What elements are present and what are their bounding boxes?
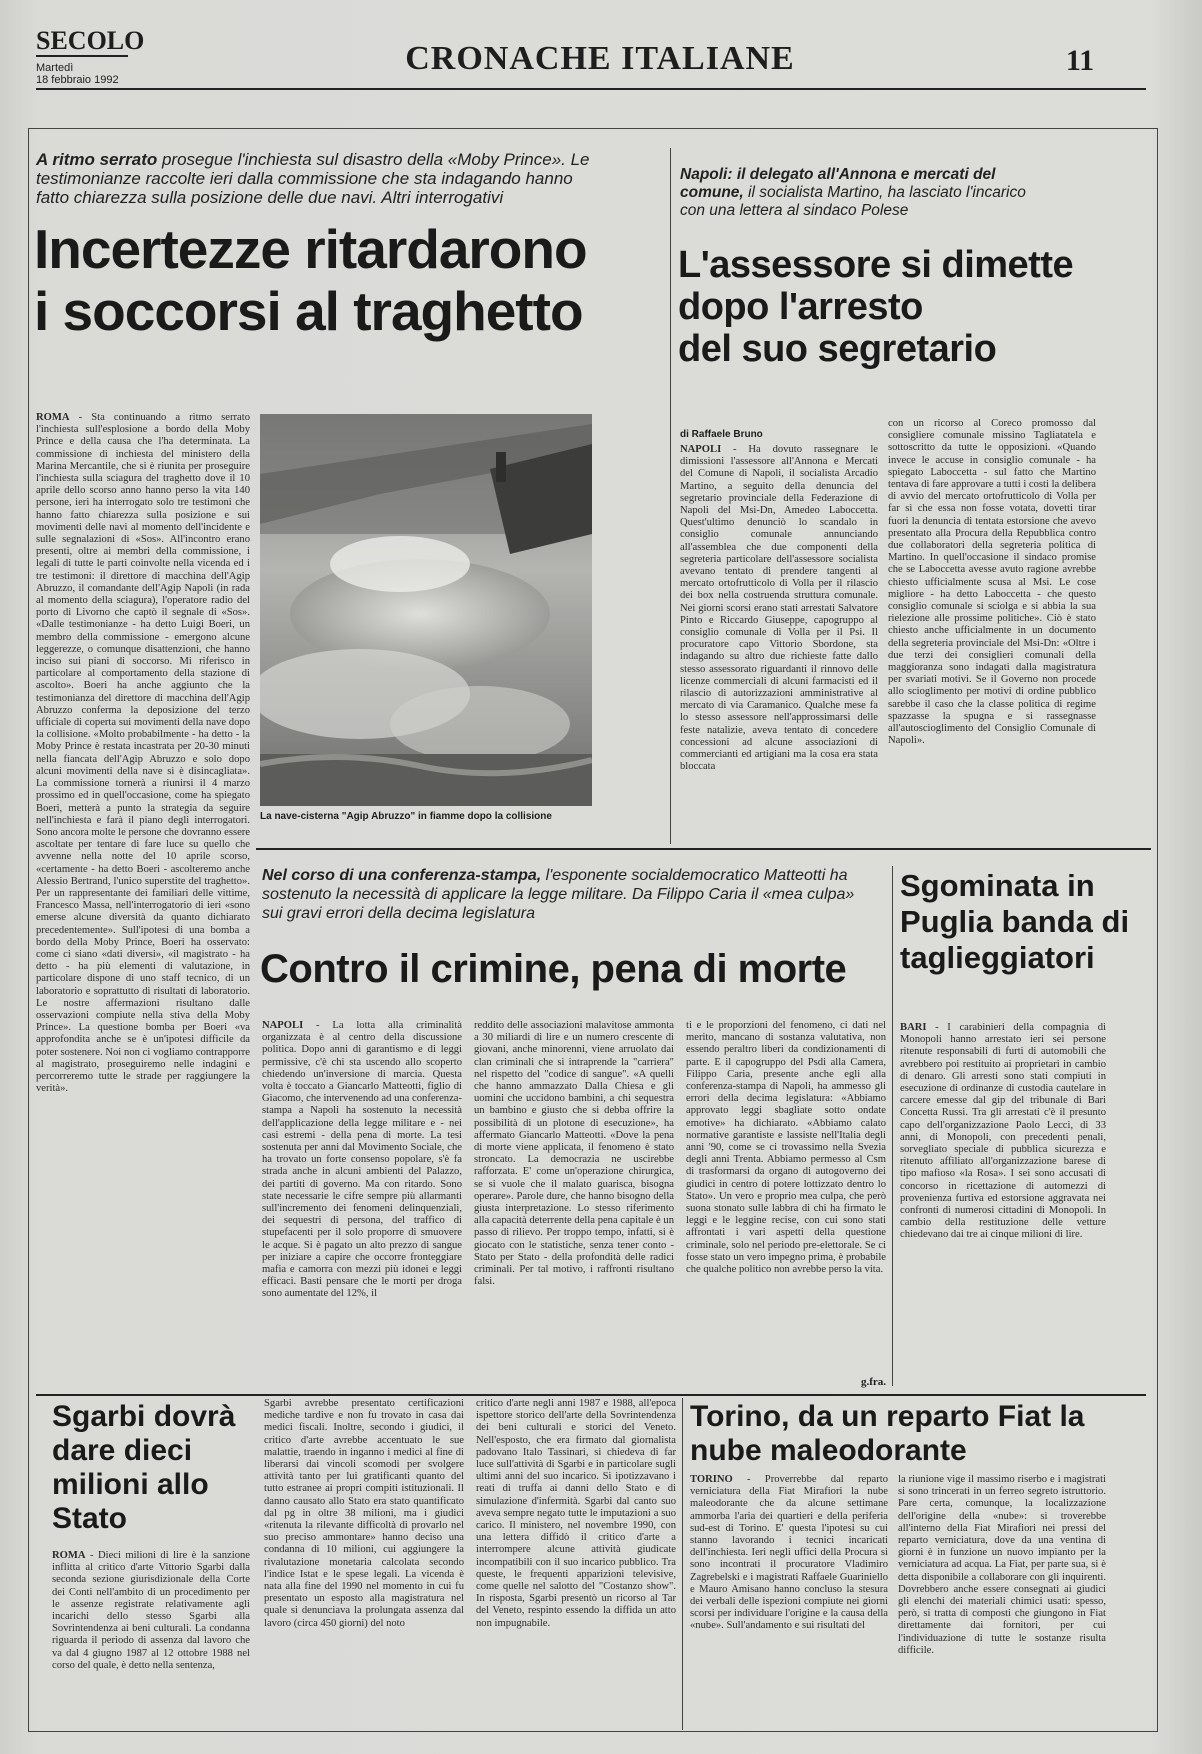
moby-kicker: [36, 150, 596, 207]
pena-dateline: NAPOLI: [262, 1020, 304, 1031]
napoli-headline-line-3: del suo segretario: [678, 328, 997, 370]
photo-caption: La nave-cisterna "Agip Abruzzo" in fiamme dopo la collisione: [260, 811, 552, 822]
sgarbi-dateline: ROMA: [52, 1550, 86, 1561]
tanker-fire-image: [260, 414, 592, 806]
napoli-byline: di Raffaele Bruno: [680, 429, 763, 440]
fiat-body-col-1: [690, 1474, 888, 1730]
pena-headline: Contro il crimine, pena di morte: [260, 947, 847, 991]
page-number: 11: [1065, 44, 1095, 77]
napoli-headline: [678, 244, 1098, 370]
moby-kicker-lead: A ritmo serrato: [36, 150, 158, 169]
masthead-rule: [36, 88, 1146, 90]
fiat-dateline: TORINO: [690, 1474, 733, 1485]
napoli-headline-line-1: L'assessore si dimette: [678, 244, 1074, 286]
lower-rule: [36, 1394, 1146, 1396]
napoli-kicker-rest: il socialista Martino, ha lasciato l'incarico con una lettera al sindaco Polese: [680, 184, 1026, 219]
puglia-dateline: BARI: [900, 1022, 927, 1033]
napoli-body-col-2: con un ricorso al Coreco promosso dal consigliere comunale missino Tagliatatela e sottoscritto da tutte le opposizioni. «Quando invece le accuse in consiglio comunale - ha spiegato Laboccetta - sul fatto che Martino tentava di fare approvare a tutti i costi la delibera di avvio del mercato ortofrutticolo di Volla per far sì che essa non fosse votata, dovetti tirar fuori la denuncia di tentata estorsione che avevo presentato alla Procura della Repubblica contro due collaboratori della segreteria politica di Martino. In quell'occasione il sindaco promise che se Laboccetta avesse avuto ragione avrebbe chiesto ufficialmente scusa al Msi. Le cose migliore - ha detto Laboccetta - che questo consiglio comunale si sciolga e si abbia la sua rielezione alle prossime politiche». Ciò è stato chiesto anche ufficialmente in un documento della segreteria provinciale del Msi-Dn: «Oltre i due terzi dei consiglieri comunali della maggioranza sono indagati dalla magistratura per svariati motivi. Se il Governo non procede allo scioglimento per motivi di ordine pubblico sarebbe il caso che la classe politica di regime spazzasse la spugna e si rassegnasse all'autoscioglimento del Consiglio Comunale di Napoli».: [888, 418, 1096, 747]
puglia-body: [900, 1022, 1106, 1388]
moby-headline-line-1: Incertezze ritardarono: [34, 218, 587, 280]
column-divider-puglia: [892, 866, 893, 1386]
pena-body-1: - La lotta alla criminalità organizzata è al centro della discussione politica. Dopo anni di garantismo e di leggi permissive, c'è chi sta uscendo allo scoperto chiedendo un'inversione di marcia. Questa volta è toccato a Giancarlo Matteotti, figlio di Giacomo, che intervenendo ad una conferenza-stampa a Napoli ha sostenuto la necessità dell'applicazione della legge militare e - nei casi estremi - della pena di morte. La tesi sostenuta per anni dal Movimento Sociale, che ha trovato un forte consenso popolare, s'è fa strada anche in alcuni ambienti del Palazzo, dei partiti di governo. Ma con ritardo. Sono state necessarie le cifre sempre più allarmanti sull'incremento dei fenomeni delinquenziali, dei sequestri di persona, del traffico di stupefacenti per il solo proporre di smuovere le acque. Si è pagato un alto prezzo di sangue per iniziare a capire che occorre fronteggiare mafia e camorra con mezzi più idonei e leggi efficaci. Basti pensare che le morti per droga sono aumentate del 12%, il: [262, 1020, 462, 1300]
napoli-kicker: [680, 166, 1040, 220]
moby-body-text: - Sta continuando a ritmo serrato l'inchiesta sull'esplosione a bordo della Moby Prince e della causa che l'ha determinata. La commissione di inchiesta del ministero della Marina Mercantile, che si è riunita per proseguire l'inchiesta sulla sciagura del traghetto dove il 10 aprile dello scorso anno hanno perso la vita 140 persone, ieri ha interrogato solo tre testimoni che hanno fatto chiarezza sulla posizione e sui movimenti delle navi al momento dell'incidente e sulle segnalazioni di «Sos». All'incontro erano presenti, oltre ai membri della commissione, i legali di tutte le parti coinvolte nella vicenda ed i tre testimoni: il direttore di macchina dell'Agip Abruzzo, il comandante dell'Agip Napoli (in rada al momento della sciagura), l'operatore radio del porto di Livorno che captò il segnale di «Sos». «Dalle testimonianze - ha detto Luigi Boeri, un membro della commissione - emergono alcune leggerezze, o comunque disattenzioni, che hanno inciso sui piani di soccorso. Mi riferisco in particolare al comportamento della stazione di ascolto». Boeri ha anche aggiunto che la testimonianza del direttore di macchina dell'Agip Abruzzo conferma la deposizione del terzo ufficiale di coperta sui movimenti della nave dopo la collisione. «Molto probabilmente - ha detto - la Moby Prince è restata incastrata per 20-30 minuti nella fiancata dell'Agip Abruzzo e solo dopo alcuni movimenti della nave si è disincagliata». La commissione tornerà a riunirsi il 4 marzo prossimo ed in quell'occasione, come ha spiegato Boeri, metterà a punto la strategia da seguire nell'inchiesta e farà il piano degli interrogatori. Sono ancora molte le persone che dovranno essere ascoltate per tentare di fare luce su quello che avvenne nella notte del 10 aprile scorso, «certamente - ha detto Boeri - ascolteremo anche Alessio Bertrand, l'unico superstite del traghetto». Per un rappresentante dei familiari delle vittime, Francesco Massa, nell'interrogatorio di ieri «sono emerse alcune diversità da quanto dichiarato precedentemente». Sull'ipotesi di una bomba a bordo della Moby Prince, Boeri ha osservato: come ci siano «dati diversi», «il magistrato - ha detto - ha più elementi di valutazione, in particolare dispone di uno staff tecnico, di un laboratorio e soprattutto di risultati di laboratorio. Le nostre affermazioni risultano dalle osservazioni compiute nella stiva della Moby Prince». La questione bomba per Boeri «va approfondita anche se è un'ipotesi difficile da poter sostenere. Noi non ci vogliamo contrapporre al magistrato, proseguiremo nelle indagini e percorreremo tutte le strade per raggiungere la verità».: [36, 412, 250, 1095]
fiat-body-1: - Proverrebbe dal reparto verniciatura della Fiat Mirafiori la nube maleodorante che da alcune settimane ammorba l'aria dei quartieri e della periferia sud-est di Torino. E' questa l'ipotesi su cui stanno lavorando i tecnici incaricati dell'inchiesta. Ieri negli uffici della Procura si sono incontrati il procuratore Vladimiro Zagrebelski e i magistrati Raffaele Guariniello e Mauro Amisano hanno concluso la stesura dei verbali delle ispezioni compiute nei giorni scorsi per individuare l'origine e la causa della «nube». Sull'andamento e sui risultati del: [690, 1474, 888, 1632]
fiat-headline: Torino, da un reparto Fiat la nube maleodorante: [690, 1400, 1085, 1467]
sgarbi-body-1: - Dieci milioni di lire è la sanzione inflitta al critico d'arte Vittorio Sgarbi dalla seconda sezione giurisdizionale della Corte dei Conti nell'ambito di un procedimento per le assenze registrate relativamente agli incarichi dello stesso Sgarbi alla Sovrintendenza ai beni culturali. La condanna riguarda il periodo di assenza dal lavoro che va dal 4 giugno 1987 al 12 ottobre 1988 nel corso del quale, è detto nella sentenza,: [52, 1550, 250, 1671]
puglia-body-text: - I carabinieri della compagnia di Monopoli hanno arrestato ieri sei persone ritenute responsabili di furti di automobili che avrebbero poi restituito ai proprietari in cambio di denaro. Gli arresti sono stati compiuti in esecuzione di ordinanze di custodia cautelare in carcere emesse dal gip del tribunale di Bari Concetta Russi. Tra gli arrestati c'è il presunto capo dell'organizzazione Paolo Lecci, di 33 anni, di Monopoli, con precedenti penali, sorvegliato speciale di pubblica sicurezza e ritenuto affiliato all'organizzazione barese di tipo mafioso «la Rosa». I sei sono accusati di concorso in ricettazione di automezzi di provenienza furtiva ed estorsione aggravata nei confronti di numerosi cittadini di Monopoli. In cambio della restituzione delle vetture chiedevano dai tre ai cinque milioni di lire.: [900, 1022, 1106, 1241]
sgarbi-body-col-1: [52, 1550, 250, 1728]
napoli-kicker-lead: Napoli: il delegato all'Annona e mercati del comune,: [680, 166, 996, 201]
pena-body-col-1: [262, 1020, 462, 1392]
moby-headline: [34, 218, 634, 342]
pena-body-col-3: ti e le proporzioni del fenomeno, ci dati nel merito, mancano di sostanza valutativa, non essendo peraltro liberi da condizionamenti di parte. E il capogruppo del Psdi alla Camera, Filippo Caria, presente anche egli alla conferenza-stampa di Napoli, ha ammesso gli errori della decima legislatura: «Abbiamo approvato leggi sbagliate sotto ondate emotive» ha dichiarato. «Abbiamo calato normative garantiste e lassiste nell'Italia degli anni '90, come se ci trovassimo nella Svezia degli anni Trenta. Abbiamo permesso al Csm di trasformarsi da organo di autogoverno dei giudici in centro di potere lottizzato dentro lo Stato». Un vero e proprio mea culpa, che però suona stonato sulle labbra di chi ha firmato le leggi e le leggine recise, con cui sono stati affrontati i vari aspetti della questione criminale, solo nel periodo pre-elettorale. Se ci fosse stato un vero impegno prima, è probabile che qualche politico non avrebbe perso la vita.: [686, 1020, 886, 1276]
puglia-headline: Sgominata in Puglia banda di taglieggiatori: [900, 868, 1130, 975]
napoli-dateline: NAPOLI: [680, 444, 722, 455]
moby-body: [36, 412, 250, 1362]
pena-kicker: [262, 866, 862, 923]
issue-day: Martedì: [36, 62, 74, 74]
column-divider-napoli: [670, 148, 671, 844]
moby-dateline: ROMA: [36, 412, 70, 423]
napoli-body-1: - Ha dovuto rassegnare le dimissioni l'assessore all'Annona e Mercati del Comune di Napoli, il socialista Arcadio Martino, a seguito della denuncia del segretario provinciale della Federazione di Napoli del Msi-Dn, Amedeo Laboccetta. Quest'ultimo denunciò lo scandalo in consiglio comunale annunciando all'assemblea che due componenti della segreteria particolare dell'assessore socialista avevano tentato di prendere tangenti al mercato ortofrutticolo di Volla per il rilascio dei box nella costruenda struttura comunale. Nei giorni scorsi erano stati arrestati Salvatore Pinto e Riccardo Giuseppe, capogruppo al consiglio comunale di Volla per il Psi. Il procuratore capo Vittorio Sbordone, sta indagando su altro due richieste fatte dallo stesso assessorato riguardanti il rinnovo delle licenze commerciali di alcuni farmacisti ed il rilascio di autorizzazioni amministrative al mercato di via Caramanico. Qualche mese fa lo stesso assessore nell'approssimarsi delle feste natalizie, aveva tentato di concedere concessioni ad alcune associazioni di commercianti ed artigiani ma la cosa era stata bloccata: [680, 444, 878, 773]
napoli-body-col-1: [680, 444, 878, 842]
moby-kicker-rest: prosegue l'inchiesta sul disastro della «Moby Prince». Le testimonianze raccolte ieri dalla commissione che sta indagando hanno fatto chiarezza sulla posizione delle due navi. Altri interrogativi: [36, 150, 590, 207]
tanker-fire-photo: [260, 414, 592, 806]
napoli-headline-line-2: dopo l'arresto: [678, 286, 923, 328]
fiat-body-col-2: la riunione vige il massimo riserbo e i magistrati si sono trincerati in un ferreo segreto istruttorio. Pare certa, comunque, la localizzazione dell'origine della «nube»: si troverebbe all'interno della Fiat Mirafiori nei pressi del reparto verniciatura, dove da una ventina di giorni è in funzione un nuovo impianto per la verniciatura ad acqua. La Fiat, per parte sua, si è detta disponibile a collaborare con gli inquirenti. Dovrebbero anche essere consegnati ai giudici gli elenchi dei materiali chimici usati: spesso, però, si tratta di composti che giungono in Fiat direttamente dai fornitori, per cui l'individuazione di tutte le sostanze risulta difficile.: [898, 1474, 1106, 1656]
pena-kicker-rest: l'esponente socialdemocratico Matteotti ha sostenuto la necessità di applicare la legge militare. Da Filippo Caria il «mea culpa» sui gravi errori della decima legislatura: [262, 867, 855, 922]
sgarbi-body-col-3: critico d'arte negli anni 1987 e 1988, all'epoca ispettore storico dell'arte della Sovrintendenza dei beni culturali e storici del Veneto. Nell'esposto, che era firmato dal giornalista padovano Italo Tassinari, si chiedeva di far luce sull'attività di Sgarbi e in particolare sugli ultimi anni del suo incarico. Si ipotizzavano i reati di truffa ai danni dello Stato e di simulazione d'infermità. Sgarbi dal canto suo aveva sempre negato tutte le imputazioni a suo carico. Il ministero, nel novembre 1990, con una lettera diffidò il critico d'arte a interrompere alcune attività giudicate incompatibili con il suo incarico pubblico. Tra queste, le frequenti apparizioni televisive, come quelle nel salotto del "Costanzo show". In risposta, Sgarbi presentò un ricorso al Tar del Veneto, respinto essendo la diffida un atto non impugnabile.: [476, 1398, 676, 1629]
pena-signature: g.fra.: [860, 1376, 886, 1388]
newspaper-logo: SECOLO: [36, 26, 145, 55]
sgarbi-body-col-2: Sgarbi avrebbe presentato certificazioni mediche tardive e non fu trovato in casa dai medici fiscali. Inoltre, secondo i giudici, il critico d'arte avrebbe accentuato le sue malattie, traendo in inganno i medici al fine di liberarsi dai vincoli scomodi per svolgere attività tanto per lui gratificanti quanto del tutto estranee ai propri compiti istituzionali. Il danno causato allo Stato era stato quantificato dal pg in oltre 38 milioni, ma i giudici «ritenuta la rilevante difficoltà di provarlo nel suo preciso ammontare» hanno deciso una condanna di 10 milioni, cui aggiungere la rivalutazione monetaria calcolata secondo l'indice Istat e le spese legali. La vicenda è nata alla fine del 1990 nel momento in cui fu presentato un esposto alla magistratura nel quale si denunciava la prolungata assenza dal lavoro (circa 450 giorni) del noto: [264, 1398, 464, 1629]
issue-date: 18 febbraio 1992: [36, 74, 119, 86]
sgarbi-headline: Sgarbi dovrà dare dieci milioni allo Stato: [52, 1400, 236, 1535]
logo-underline: [36, 55, 128, 57]
pena-body-col-2: reddito delle associazioni malavitose ammonta a 30 miliardi di lire e un numero crescente di giovani, anche minorenni, viene arruolato dai clan criminali che si intraprende la "carriera" nel rispetto del "codice di sangue". «A quelli che hanno ammazzato Dalla Chiesa e gli uomini che uccidono bambini, a chi sequestra un bambino e giusto che si debba offrire la possibilità di un plotone di esecuzione», ha affermato Giancarlo Matteotti. «Dove la pena di morte viene applicata, il fenomeno è stato stroncato. La democrazia ne uscirebbe rafforzata. E' come un'operazione chirurgica, se si vuole che il malato guarisca, bisogna operare». Parole dure, che hanno bisogno della giusta interpretazione. Lo stesso riferimento alla capacità deterrente della pena capitale è un passo di rilievo. Per troppo tempo, infatti, si è giocato con le statistiche, senza tener conto - Stato per Stato - della profondità delle radici criminali. Per tal motivo, i raffronti risultano falsi.: [474, 1020, 674, 1288]
mid-rule: [256, 848, 1151, 850]
pena-kicker-lead: Nel corso di una conferenza-stampa,: [262, 867, 542, 884]
column-divider-fiat: [682, 1398, 683, 1730]
section-title: CRONACHE ITALIANE: [405, 40, 795, 77]
moby-headline-line-2: i soccorsi al traghetto: [34, 280, 583, 342]
